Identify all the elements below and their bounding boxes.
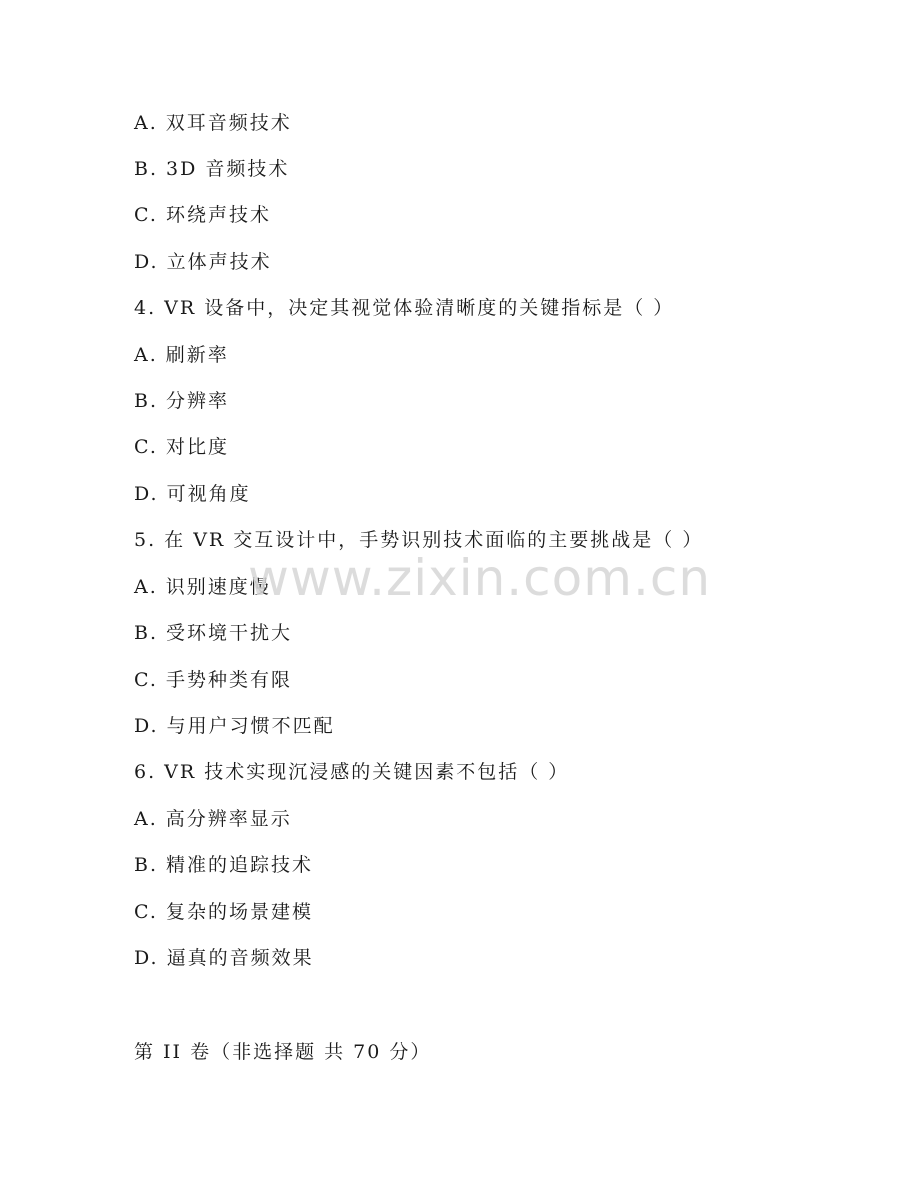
question-4: 4. VR 设备中，决定其视觉体验清晰度的关键指标是（ ）: [134, 297, 675, 319]
q4-option-a: A. 刷新率: [134, 344, 229, 366]
question-5: 5. 在 VR 交互设计中，手势识别技术面临的主要挑战是（ ）: [134, 529, 704, 551]
q5-option-c: C. 手势种类有限: [134, 669, 292, 691]
q6-option-b: B. 精准的追踪技术: [134, 854, 314, 876]
q5-option-a: A. 识别速度慢: [134, 576, 271, 598]
q3-option-a: A. 双耳音频技术: [134, 112, 292, 134]
q5-option-b: B. 受环境干扰大: [134, 622, 293, 644]
question-6: 6. VR 技术实现沉浸感的关键因素不包括（ ）: [134, 761, 570, 783]
q4-option-b: B. 分辨率: [134, 390, 230, 412]
q5-option-d: D. 与用户习惯不匹配: [134, 715, 335, 737]
q6-option-d: D. 逼真的音频效果: [134, 947, 314, 969]
watermark: www.zixin.com.cn: [248, 549, 712, 607]
q6-option-a: A. 高分辨率显示: [134, 808, 292, 830]
section-heading: 第 II 卷（非选择题 共 70 分）: [134, 1041, 432, 1063]
q4-option-c: C. 对比度: [134, 436, 229, 458]
q3-option-d: D. 立体声技术: [134, 251, 272, 273]
q3-option-c: C. 环绕声技术: [134, 204, 271, 226]
q6-option-c: C. 复杂的场景建模: [134, 901, 313, 923]
q3-option-b: B. 3D 音频技术: [134, 158, 290, 180]
q4-option-d: D. 可视角度: [134, 483, 251, 505]
